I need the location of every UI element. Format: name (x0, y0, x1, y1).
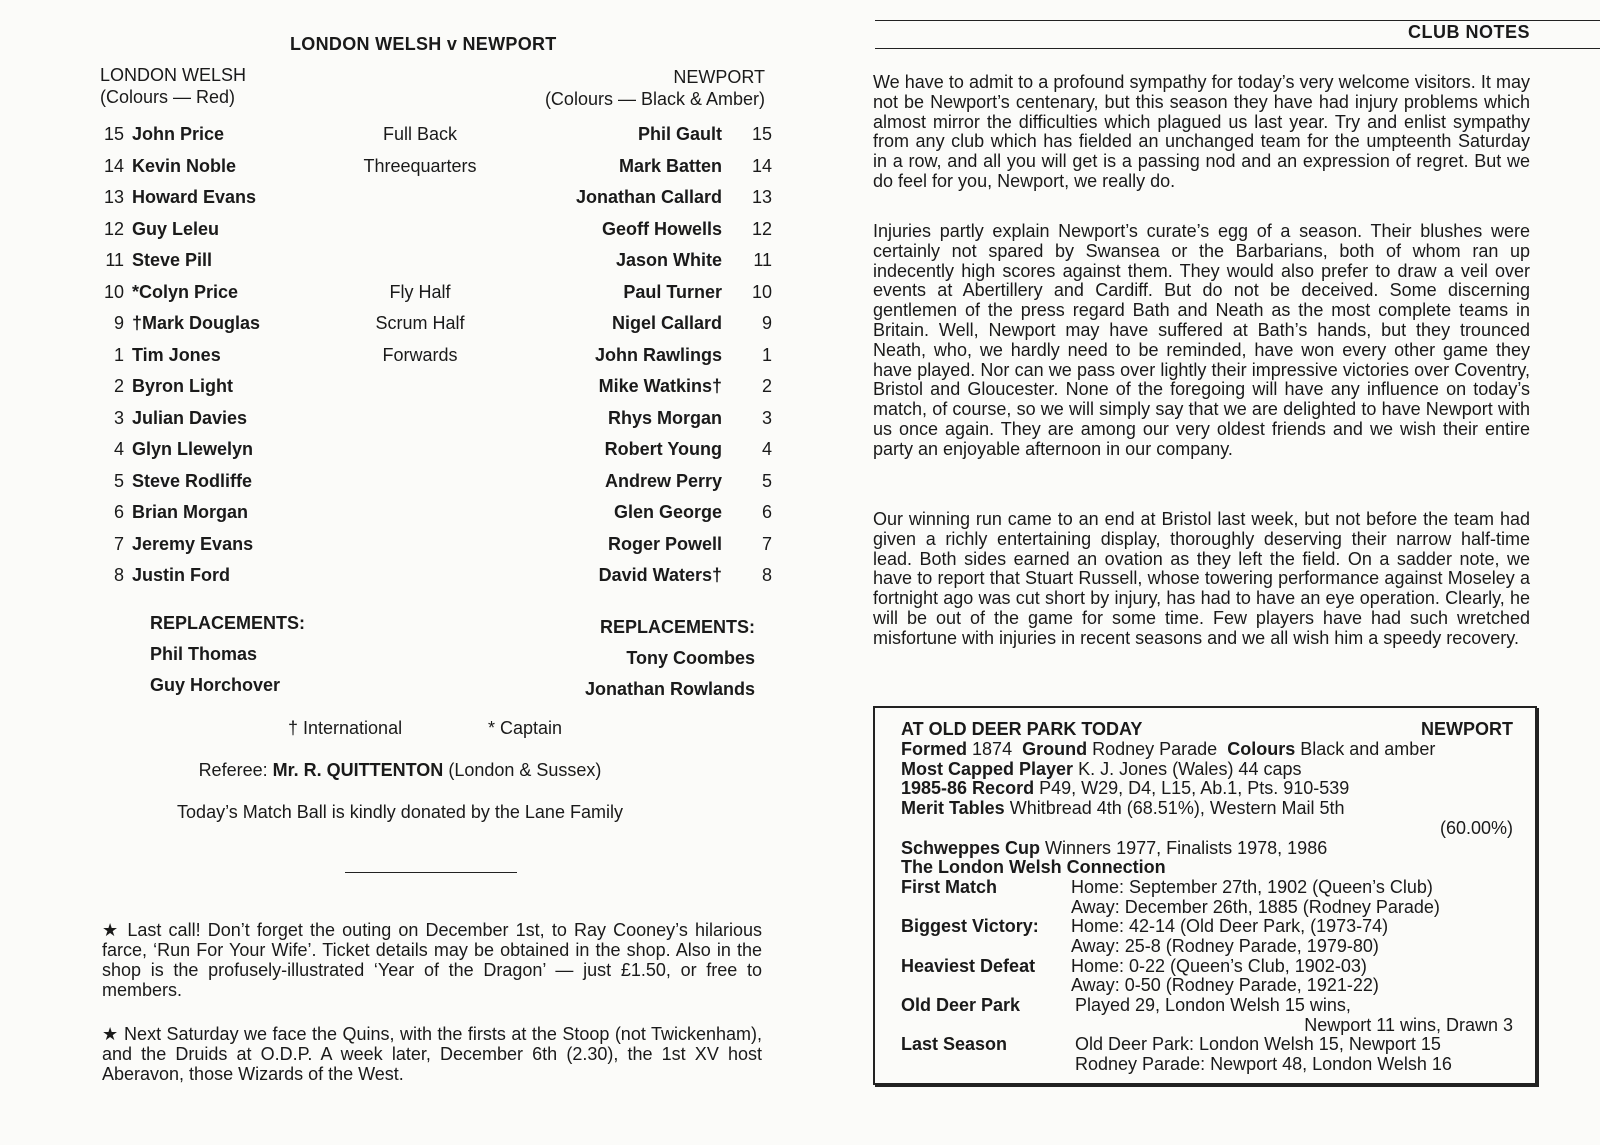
lw-number: 1 (113, 344, 124, 365)
legend-captain: * Captain (488, 718, 563, 738)
heaviest-defeat-away-row (901, 976, 1513, 996)
nw-replacements-label: REPLACEMENTS: (599, 617, 755, 637)
lw-player: Byron Light (132, 376, 233, 396)
lw-number: 9 (113, 313, 124, 333)
lineup-row (100, 471, 772, 503)
most-capped-label: Most Capped Player (901, 758, 1074, 779)
nw-number: 11 (753, 250, 772, 270)
newport-name: NEWPORT (673, 67, 765, 87)
last-season-rodney-row (901, 1055, 1513, 1075)
schweppes-label: Schweppes Cup (901, 837, 1041, 858)
lw-replacements (150, 608, 305, 701)
position-label: Forwards (382, 344, 458, 365)
nw-player: Jonathan Callard (575, 187, 722, 207)
right-page (800, 0, 1600, 1145)
nw-player: Nigel Callard (611, 313, 722, 333)
nw-player: David Waters† (598, 565, 722, 585)
biggest-victory-away-row (901, 937, 1513, 957)
first-match-row (901, 878, 1513, 898)
facts-box-header (901, 720, 1513, 740)
old-deer-park-record-continued: Newport 11 wins, Drawn 3 (1304, 1014, 1513, 1035)
position-label: Full Back (382, 124, 458, 144)
lw-player: Guy Leleu (132, 218, 220, 239)
lw-player: Steve Rodliffe (132, 470, 253, 491)
lineup-row (100, 408, 772, 440)
nw-player: Mark Batten (618, 155, 722, 176)
heaviest-defeat-away: Away: 0-50 (Rodney Parade, 1921-22) (1071, 975, 1379, 996)
old-deer-park-record: Played 29, London Welsh 15 wins, (1075, 995, 1351, 1016)
lw-number: 12 (103, 218, 124, 239)
nw-number: 1 (761, 344, 772, 365)
club-notes-paragraph: Injuries partly explain Newport’s curate’s egg of a season. Their blushes were certainly not spared by Swansea or the Barbarians, both of whom ran up indecently high scores against them. They would also prefer to draw a veil over events at Abertillery and Cardiff. But do not be deceived. Some discerning gentlemen of the press regard Bath and Neath as the most complete teams in Britain. Well, Newport may have suffered at Bath’s hands, but they trounced Neath, who, we hardly need to be reminded, have won every other game they have played. Nor can we pass over lightly their impressive victories over Coventry, Bristol and Gloucester. None of the foregoing will have any influence on today’s match, of course, so we will simply say that we are delighted to have Newport with us once again. They are among our very oldest friends and we wish their entire party an enjoyable afternoon in our company. (873, 221, 1530, 459)
nw-number: 3 (761, 407, 772, 428)
nw-number: 2 (761, 376, 772, 396)
position-label: Scrum Half (375, 313, 465, 333)
schweppes-line (901, 839, 1513, 859)
referee-suffix: (London & Sussex) (448, 760, 602, 780)
lineup-row (100, 502, 772, 534)
newport-colours: (Colours — Black & Amber) (544, 89, 765, 109)
colours-label: Colours (1227, 739, 1296, 759)
first-match-home: Home: September 27th, 1902 (Queen’s Club) (1071, 876, 1433, 897)
first-match-away-row (901, 898, 1513, 918)
nw-number: 14 (751, 155, 772, 176)
nw-number: 8 (761, 565, 772, 585)
lw-player: Julian Davies (132, 407, 248, 428)
old-deer-park-label: Old Deer Park (901, 995, 1021, 1016)
lineup-row (100, 534, 772, 566)
header-rule-top (875, 20, 1600, 21)
lw-number: 10 (103, 281, 124, 302)
merit-label: Merit Tables (901, 798, 1005, 819)
legend-international: † International (288, 718, 403, 738)
nw-player: Geoff Howells (601, 218, 722, 239)
nw-number: 10 (751, 281, 772, 302)
position-label: Fly Half (389, 281, 451, 302)
lw-replacements-label: REPLACEMENTS: (150, 613, 306, 633)
lw-number: 8 (113, 565, 124, 585)
london-welsh-header (100, 64, 246, 108)
club-notes-paragraph: Our winning run came to an end at Bristol last week, but not before the team had given a richly entertaining display, thoroughly deserving their narrow half-time lead. Both sides earned an ovation as they left the field. On a sadder note, we have to report that Stuart Russell, whose towering performance against Moseley a fortnight ago was cut short by injury, has had to have an eye operation. Clearly, he will be out of the game for some time. Few players have had such wretched misfortune with injuries in recent seasons and we all wish him a speedy recovery. (873, 509, 1530, 648)
nw-player: Mike Watkins† (598, 376, 722, 396)
heaviest-defeat-row (901, 957, 1513, 977)
nw-player: Robert Young (604, 439, 722, 459)
heaviest-defeat-home: Home: 0-22 (Queen’s Club, 1902-03) (1071, 955, 1367, 976)
divider (345, 872, 517, 873)
nw-number: 7 (761, 533, 772, 554)
lw-number: 7 (113, 533, 124, 554)
nw-player: John Rawlings (594, 344, 722, 365)
lw-player: *Colyn Price (132, 281, 239, 302)
outing-note: ★ Last call! Don’t forget the outing on December 1st, to Ray Cooney’s hilarious farce, ‘Run For Your Wife’. Ticket details may be obtained in the shop. Also in the shop is the profusely-illustrated ‘Year of the Dragon’ — just £1.50, or free to members. (102, 920, 762, 1000)
biggest-victory-home: Home: 42-14 (Old Deer Park, (1973-74) (1071, 916, 1389, 937)
facts-box-title: AT OLD DEER PARK TODAY (901, 719, 1143, 739)
formed-value: 1874 (972, 739, 1013, 759)
london-welsh-name: LONDON WELSH (100, 65, 247, 85)
record-value: P49, W29, D4, L15, Ab.1, Pts. 910-539 (1039, 778, 1350, 799)
fixtures-note: ★ Next Saturday we face the Quins, with the firsts at the Stoop (not Twickenham), and the Druids at O.D.P. A week later, December 6th (2.30), the 1st XV host Aberavon, those Wizards of the West. (102, 1024, 762, 1084)
first-match-label: First Match (901, 876, 998, 897)
nw-replacements (585, 612, 755, 705)
lw-number: 11 (105, 250, 124, 270)
nw-player: Glen George (613, 502, 722, 522)
nw-number: 9 (761, 313, 772, 333)
referee-line (0, 760, 800, 781)
last-season-label: Last Season (901, 1034, 1008, 1055)
lw-number: 3 (113, 407, 124, 428)
lineup-row (100, 282, 772, 314)
nw-number: 6 (761, 502, 772, 522)
lw-number: 14 (103, 155, 124, 176)
referee-name: Mr. R. QUITTENTON (272, 760, 444, 780)
connection-title (901, 858, 1513, 878)
formed-label: Formed (901, 739, 968, 759)
nw-player: Jason White (615, 250, 722, 270)
nw-replacement-player: Tony Coombes (626, 648, 755, 668)
lw-player: Glyn Llewelyn (132, 439, 254, 459)
last-season-row (901, 1035, 1513, 1055)
lw-player: Brian Morgan (132, 502, 249, 522)
lineup-row (100, 345, 772, 377)
heaviest-defeat-label: Heaviest Defeat (901, 955, 1036, 976)
biggest-victory-away: Away: 25-8 (Rodney Parade, 1979-80) (1071, 935, 1379, 956)
nw-number: 12 (751, 218, 772, 239)
lineup-row (100, 565, 772, 597)
lw-player: †Mark Douglas (132, 313, 261, 333)
lw-player: Steve Pill (132, 250, 213, 270)
lineup-row (100, 250, 772, 282)
colours-value: Black and amber (1300, 739, 1436, 759)
formed-line (901, 740, 1513, 760)
merit-line (901, 799, 1513, 819)
club-notes-paragraph: We have to admit to a profound sympathy for today’s very welcome visitors. It may not be Newport’s centenary, but this season they have had injury problems which almost mirror the difficulties which plagued us last year. Try and enlist sympathy from any club which has fielded an unchanged team for the umpteenth Saturday in a row, and all you will get is a passing nod and an expression of regret. But we do feel for you, Newport, we really do. (873, 72, 1530, 191)
lineup-row (100, 219, 772, 251)
position-label: Threequarters (363, 155, 477, 176)
biggest-victory-row (901, 917, 1513, 937)
lw-number: 6 (113, 502, 124, 522)
facts-box-club: NEWPORT (1421, 719, 1513, 739)
nw-player: Phil Gault (637, 124, 722, 144)
biggest-victory-label: Biggest Victory: (901, 916, 1039, 937)
lw-replacement-player: Phil Thomas (150, 644, 258, 664)
lw-number: 4 (113, 439, 124, 459)
lineup-table (100, 124, 772, 597)
last-season-odp: Old Deer Park: London Welsh 15, Newport 15 (1075, 1034, 1441, 1055)
section-title: CLUB NOTES (1408, 22, 1530, 42)
most-capped-line (901, 760, 1513, 780)
nw-player: Paul Turner (623, 281, 722, 302)
lineup-row (100, 439, 772, 471)
lineup-row (100, 376, 772, 408)
club-facts-box (873, 706, 1537, 1085)
lw-number: 13 (103, 187, 124, 207)
lineup-row (100, 156, 772, 188)
lw-number: 15 (103, 124, 124, 144)
lw-replacement-player: Guy Horchover (150, 675, 281, 695)
lw-number: 2 (113, 376, 124, 396)
record-line (901, 779, 1513, 799)
first-match-away: Away: December 26th, 1885 (Rodney Parade) (1071, 896, 1440, 917)
nw-player: Andrew Perry (604, 470, 722, 491)
connection-title-text: The London Welsh Connection (901, 857, 1166, 878)
referee-prefix: Referee: (198, 760, 268, 780)
merit-value-continued: (60.00%) (1439, 817, 1513, 838)
header-rule-bottom (875, 48, 1600, 49)
nw-number: 15 (751, 124, 772, 144)
lineup-row (100, 187, 772, 219)
most-capped-value: K. J. Jones (Wales) 44 caps (1078, 758, 1302, 779)
old-deer-park-row (901, 996, 1513, 1016)
last-season-rodney: Rodney Parade: Newport 48, London Welsh 16 (1075, 1054, 1452, 1075)
lw-player: Jeremy Evans (132, 533, 254, 554)
nw-number: 13 (751, 187, 772, 207)
schweppes-value: Winners 1977, Finalists 1978, 1986 (1045, 837, 1328, 858)
nw-player: Roger Powell (607, 533, 722, 554)
lw-number: 5 (113, 470, 124, 491)
lw-player: Howard Evans (132, 187, 257, 207)
merit-value: Whitbread 4th (68.51%), Western Mail 5th (1009, 798, 1345, 819)
nw-number: 4 (761, 439, 772, 459)
match-ball-note: Today’s Match Ball is kindly donated by the Lane Family (177, 802, 623, 822)
nw-player: Rhys Morgan (607, 407, 722, 428)
lw-player: Kevin Noble (132, 155, 237, 176)
lineup-row (100, 124, 772, 156)
nw-replacement-player: Jonathan Rowlands (584, 679, 755, 699)
match-title: LONDON WELSH v NEWPORT (290, 34, 557, 54)
london-welsh-colours: (Colours — Red) (100, 87, 236, 107)
ground-value: Rodney Parade (1092, 739, 1218, 759)
lineup-row (100, 313, 772, 345)
nw-number: 5 (761, 470, 772, 491)
record-label: 1985-86 Record (901, 778, 1035, 799)
lw-player: Tim Jones (132, 344, 221, 365)
lw-player: Justin Ford (132, 565, 230, 585)
ground-label: Ground (1022, 739, 1088, 759)
newport-header (545, 66, 765, 110)
lw-player: John Price (132, 124, 225, 144)
